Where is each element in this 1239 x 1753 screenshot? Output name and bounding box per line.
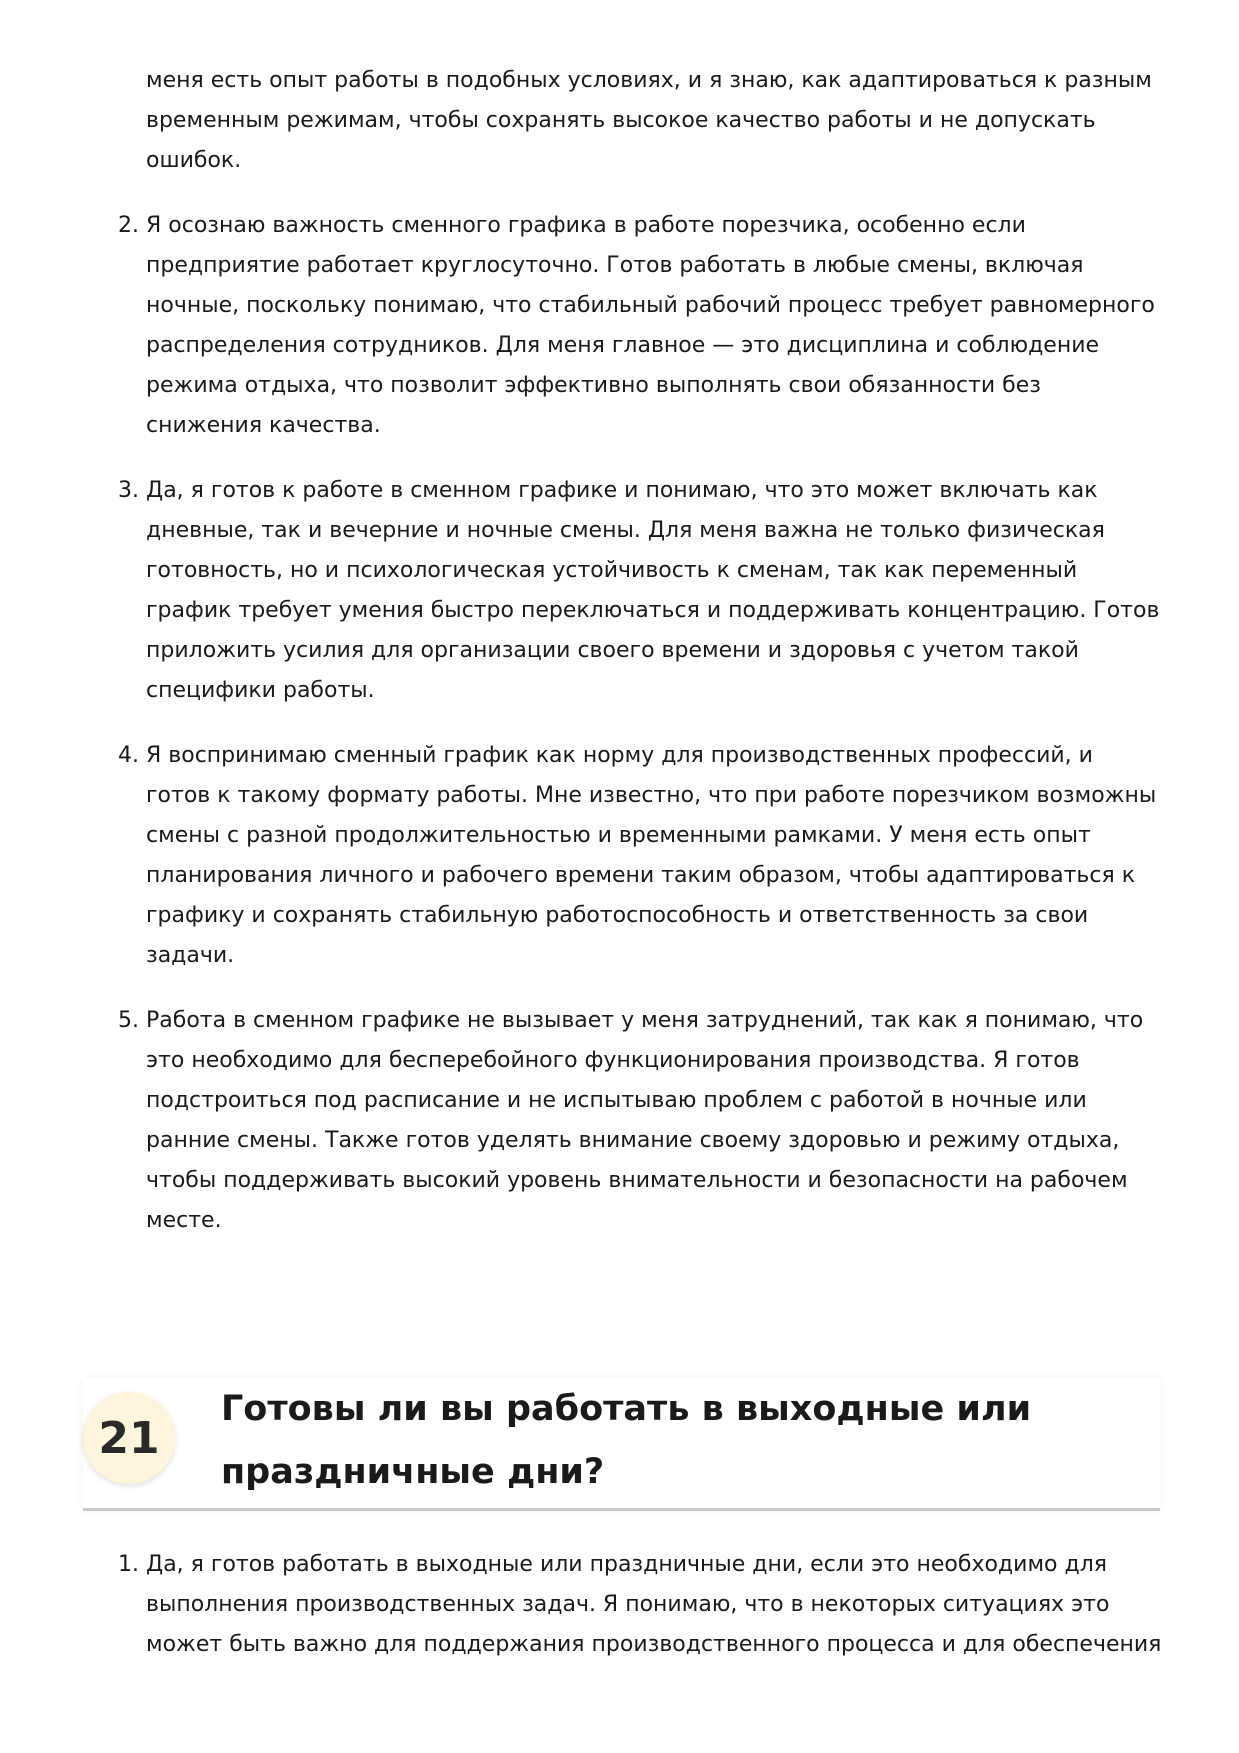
answer-item <box>83 471 1163 711</box>
answer-text: Работа в сменном графике не вызывает у меня затруднений, так как я понимаю, что это необходимо для бесперебойного функционирования производства. Я готов подстроиться под расписание и не испытываю проблем с работой в ночные или ранние смены. Также готов уделять внимание своему здоровью и режиму отдыха, чтобы поддерживать высокий уровень внимательности и безопасности на рабочем месте. <box>146 1008 1144 1233</box>
answer-text: Да, я готов работать в выходные или праздничные дни, если это необходимо для выполнения производственных задач. Я понимаю, что в некоторых ситуациях это может быть важно для поддержания производственного процесса и для обеспечения <box>146 1552 1162 1657</box>
answer-text: Я осознаю важность сменного графика в работе порезчика, особенно если предприятие работает круглосуточно. Готов работать в любые смены, включая ночные, поскольку понимаю, что стабильный рабочий процесс требует равномерного распределения сотрудников. Для меня главное — это дисциплина и соблюдение режима отдыха, что позволит эффективно выполнять свои обязанности без снижения качества. <box>146 213 1155 438</box>
answer-item <box>83 1545 1163 1665</box>
answer-number: 4. <box>118 743 139 768</box>
answer-number: 5. <box>118 1008 139 1033</box>
question-title: Готовы ли вы работать в выходные или праздничные дни? <box>221 1389 1032 1492</box>
answer-item <box>83 1001 1163 1241</box>
answer-list-current-question <box>83 1545 1163 1690</box>
question-header <box>83 1378 1160 1511</box>
answer-item <box>83 61 1163 181</box>
answer-text: Я воспринимаю сменный график как норму для производственных профессий, и готов к такому формату работы. Мне известно, что при работе порезчиком возможны смены с разной продолжительностью и временными рамками. У меня есть опыт планирования личного и рабочего времени таким образом, чтобы адаптироваться к графику и сохранять стабильную работоспособность и ответственность за свои задачи. <box>146 743 1157 968</box>
answer-item <box>83 736 1163 976</box>
answer-number: 3. <box>118 478 139 503</box>
question-number-badge: 21 <box>83 1392 175 1484</box>
answer-list-previous-question <box>83 61 1163 1266</box>
answer-text: Да, я готов к работе в сменном графике и понимаю, что это может включать как дневные, так и вечерние и ночные смены. Для меня важна не только физическая готовность, но и психологическая устойчивость к сменам, так как переменный график требует умения быстро переключаться и поддерживать концентрацию. Готов приложить усилия для организации своего времени и здоровья с учетом такой специфики работы. <box>146 478 1160 703</box>
answer-item <box>83 206 1163 446</box>
answer-number: 1. <box>118 1552 139 1577</box>
answer-text: меня есть опыт работы в подобных условиях, и я знаю, как адаптироваться к разным временным режимам, чтобы сохранять высокое качество работы и не допускать ошибок. <box>146 68 1152 173</box>
answer-number: 2. <box>118 213 139 238</box>
